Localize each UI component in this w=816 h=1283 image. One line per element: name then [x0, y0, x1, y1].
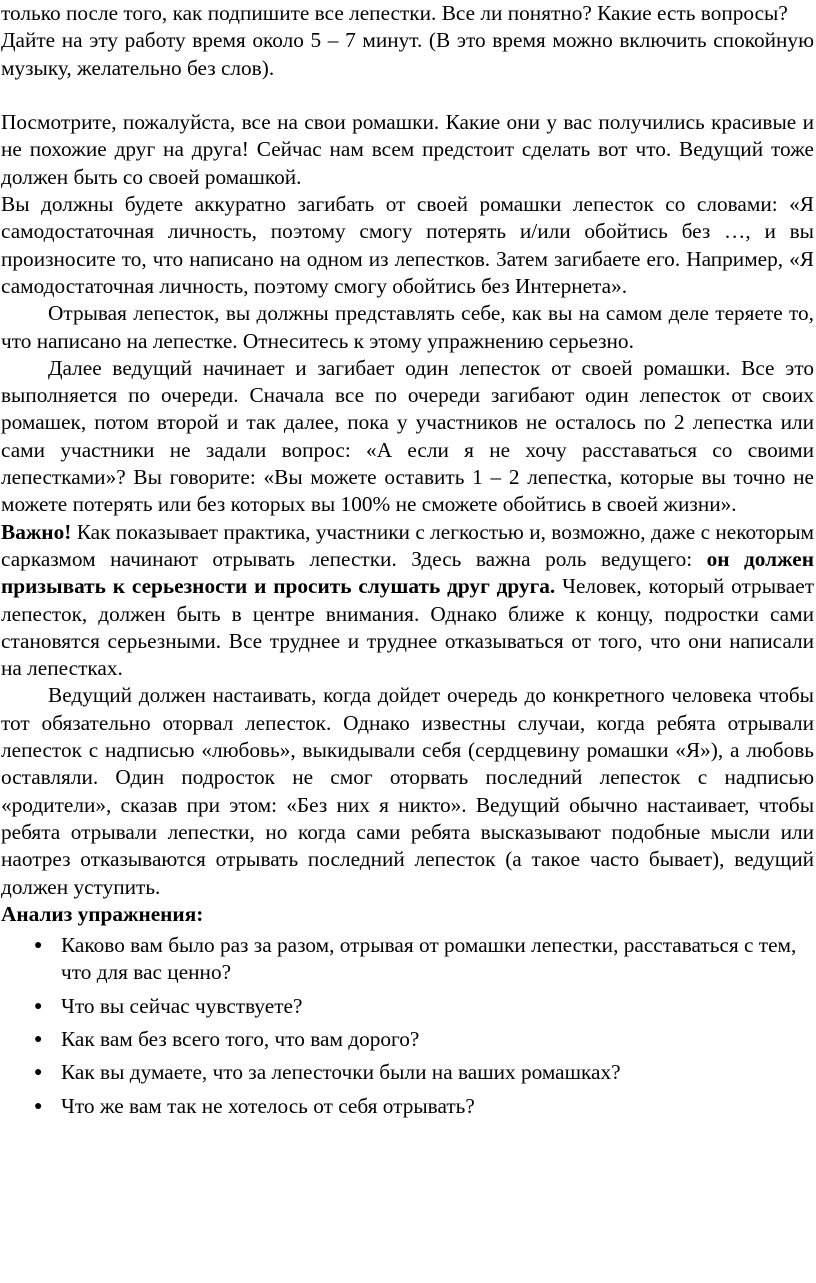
analysis-questions-list: [1, 932, 814, 1120]
question-text: Что вы сейчас чувствуете?: [61, 993, 303, 1018]
paragraph-spacer: [1, 82, 814, 109]
important-text-1: Как показывает практика, участники с легкостью и, возможно, даже с некоторым сарказмом начинают отрывать лепестки. Здесь важна роль ведущего:: [1, 519, 814, 571]
intro-line: только после того, как подпишите все лепестки. Все ли понятно? Какие есть вопросы?: [1, 1, 788, 25]
analysis-heading: Анализ упражнения:: [1, 901, 204, 926]
bullet-icon: ●: [34, 1065, 43, 1081]
paragraph-tearing: Отрывая лепесток, вы должны представлять себе, как вы на самом деле теряете то, что написано на лепестке. Отнеситесь к этому упражнению серьезно.: [1, 301, 814, 353]
bullet-icon: ●: [34, 938, 43, 954]
important-text-2: Человек, который отрывает лепесток, должен быть в центре внимания. Однако ближе к концу, подростки сами становятся серьезными. Все труднее и труднее отказываться от того, что они написали на лепестках.: [1, 574, 814, 681]
important-label: Важно!: [1, 519, 72, 544]
paragraph-important: [1, 519, 814, 683]
list-item: [1, 1026, 814, 1053]
time-note: Дайте на эту работу время около 5 – 7 минут. (В это время можно включить спокойную музыку, желательно без слов).: [1, 28, 814, 80]
bullet-icon: ●: [34, 998, 43, 1014]
question-text: Как вы думаете, что за лепесточки были на ваших ромашках?: [61, 1060, 621, 1085]
bullet-icon: ●: [34, 1098, 43, 1114]
paragraph-insist: Ведущий должен настаивать, когда дойдет очередь до конкретного человека чтобы тот обязательно оторвал лепесток. Однако известны случаи, когда ребята отрывали лепесток с надписью «любовь», выкидывали себя (сердцевину ромашки «Я»), а любовь оставляли. Один подросток не смог оторвать последний лепесток с надписью «родители», сказав при этом: «Без них я никто». Ведущий обычно настаивает, чтобы ребята отрывали лепестки, но когда сами ребята высказывают подобные мысли или наотрез отказываются отрывать последний лепесток (а такое часто бывает), ведущий должен уступить.: [1, 683, 814, 899]
important-emphasis: он должен призывать к серьезности и просить слушать друг друга.: [1, 546, 814, 599]
question-text: Как вам без всего того, что вам дорого?: [61, 1026, 420, 1051]
list-item: [1, 1059, 814, 1086]
question-text: Каково вам было раз за разом, отрывая от ромашки лепестки, расставаться с тем, что для вас ценно?: [61, 933, 797, 985]
paragraph-instructions: Вы должны будете аккуратно загибать от своей ромашки лепесток со словами: «Я самодостаточная личность, поэтому смогу потерять и/или обойтись без …, и вы произносите то, что написано на одном из лепестков. Затем загибаете его. Например, «Я самодостаточная личность, поэтому смогу обойтись без Интернета».: [1, 192, 814, 298]
question-text: Что же вам так не хотелось от себя отрывать?: [61, 1093, 475, 1118]
list-item: [1, 932, 814, 987]
list-item: [1, 1093, 814, 1120]
paragraph-look: Посмотрите, пожалуйста, все на свои ромашки. Какие они у вас получились красивые и не похожие друг на друга! Сейчас нам всем предстоит сделать вот что. Ведущий тоже должен быть со своей ромашкой.: [1, 110, 814, 189]
paragraph-order: Далее ведущий начинает и загибает один лепесток от своей ромашки. Все это выполняется по очереди. Сначала все по очереди загибают один лепесток от своих ромашек, потом второй и так далее, пока у участников не осталось по 2 лепестка или сами участники не задали вопрос: «А если я не хочу расставаться со своими лепестками»? Вы говорите: «Вы можете оставить 1 – 2 лепестка, которые вы точно не можете потерять или без которых вы 100% не сможете обойтись в своей жизни».: [1, 355, 814, 517]
list-item: [1, 993, 814, 1020]
bullet-icon: ●: [34, 1031, 43, 1047]
